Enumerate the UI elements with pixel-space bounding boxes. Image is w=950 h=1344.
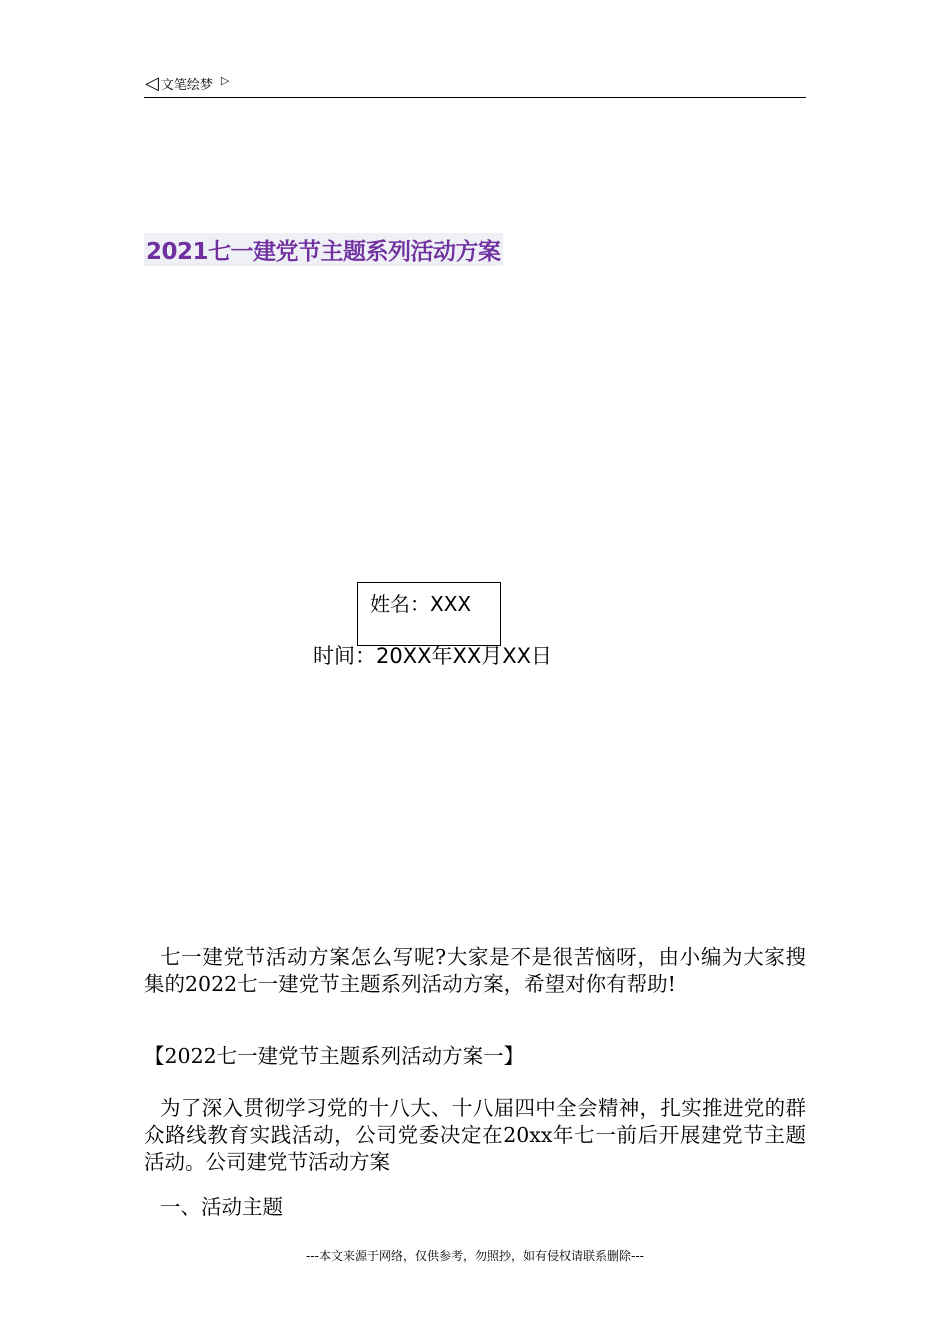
body-paragraph: 为了深入贯彻学习党的十八大、十八届四中全会精神，扎实推进党的群众路线教育实践活动，公司党委决定在20xx年七一前后开展建党节主题活动。公司建党节活动方案 <box>144 1096 806 1174</box>
triangle-right-icon: ▷ <box>220 74 230 87</box>
section-heading: 【2022七一建党节主题系列活动方案一】 <box>144 1044 525 1068</box>
header-divider <box>144 97 806 98</box>
header-label: 文笔绘梦 <box>160 78 213 93</box>
page-header <box>145 74 229 93</box>
subheading: 一、活动主题 <box>160 1195 283 1219</box>
author-name: 姓名：XXX <box>370 592 472 616</box>
triangle-left-icon: ◁ <box>145 72 159 94</box>
intro-paragraph: 七一建党节活动方案怎么写呢?大家是不是很苦恼呀，由小编为大家搜集的2022七一建党节主题系列活动方案，希望对你有帮助! <box>144 945 806 996</box>
document-date: 时间：20XX年XX月XX日 <box>313 644 553 668</box>
page-footer: ---本文来源于网络，仅供参考，勿照抄，如有侵权请联系删除--- <box>306 1249 644 1263</box>
document-title: 2021七一建党节主题系列活动方案 <box>144 233 503 266</box>
